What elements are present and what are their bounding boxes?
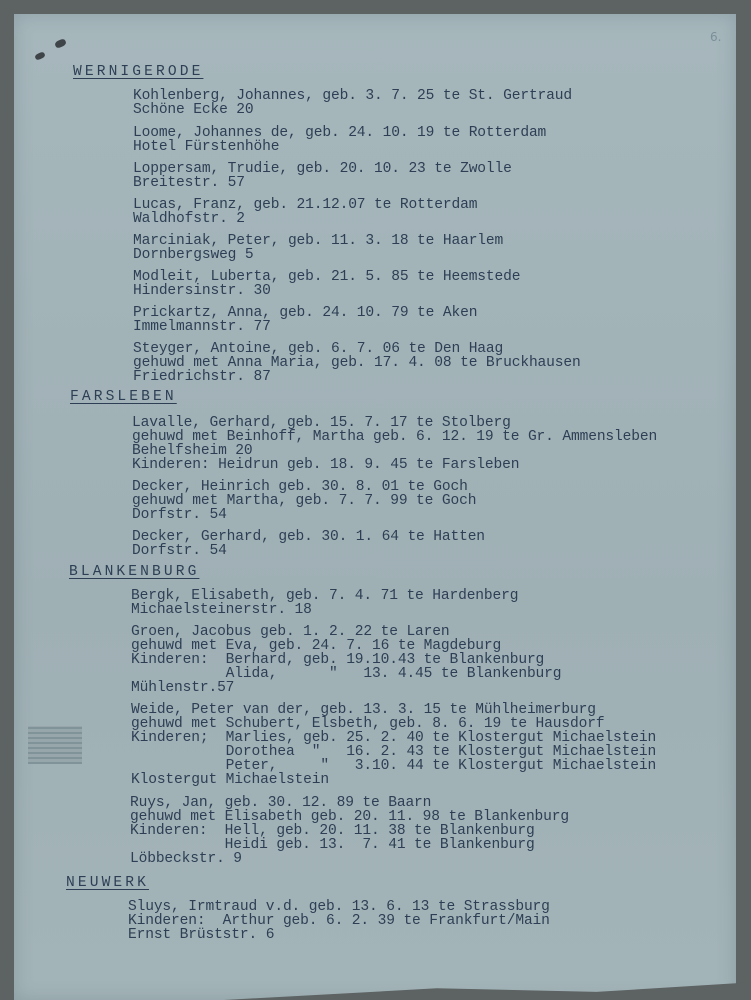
entry-line: Ruys, Jan, geb. 30. 12. 89 te Baarn xyxy=(130,795,432,811)
punch-hole xyxy=(54,38,67,49)
entry-line: Dorfstr. 54 xyxy=(132,543,227,559)
section-heading-neuwerk: NEUWERK xyxy=(66,875,150,891)
entry-line: Prickartz, Anna, geb. 24. 10. 79 te Aken xyxy=(133,305,478,321)
entry-line: gehuwd met Eva, geb. 24. 7. 16 te Magdeburg xyxy=(131,638,502,654)
entry-line: Heidi geb. 13. 7. 41 te Blankenburg xyxy=(130,837,535,853)
entry-line: gehuwd met Martha, geb. 7. 7. 99 te Goch xyxy=(132,493,477,509)
entry-line: Kinderen: Arthur geb. 6. 2. 39 te Frankfurt/Main xyxy=(128,913,550,929)
entry-line: Loome, Johannes de, geb. 24. 10. 19 te Rotterdam xyxy=(133,125,547,141)
entry-line: Weide, Peter van der, geb. 13. 3. 15 te Mühlheimerburg xyxy=(131,702,596,718)
entry-line: Hotel Fürstenhöhe xyxy=(133,139,280,155)
entry-line: Lavalle, Gerhard, geb. 15. 7. 17 te Stolberg xyxy=(132,415,511,431)
entry-line: Marciniak, Peter, geb. 11. 3. 18 te Haarlem xyxy=(133,233,504,249)
entry-line: Michaelsteinerstr. 18 xyxy=(131,602,312,618)
entry-line: gehuwd met Anna Maria, geb. 17. 4. 08 te Bruckhausen xyxy=(133,355,581,371)
entry-line: gehuwd met Elisabeth geb. 20. 11. 98 te Blankenburg xyxy=(130,809,569,825)
entry-line: Dorothea " 16. 2. 43 te Klostergut Michaelstein xyxy=(131,744,657,760)
section-heading-blankenburg: BLANKENBURG xyxy=(69,564,200,580)
entry-line: Kohlenberg, Johannes, geb. 3. 7. 25 te St. Gertraud xyxy=(133,88,572,104)
entry-line: Steyger, Antoine, geb. 6. 7. 06 te Den Haag xyxy=(133,341,504,357)
entry-line: Behelfsheim 20 xyxy=(132,443,253,459)
entry-line: Bergk, Elisabeth, geb. 7. 4. 71 te Hardenberg xyxy=(131,588,519,604)
entry-line: Immelmannstr. 77 xyxy=(133,319,271,335)
entry-line: Schöne Ecke 20 xyxy=(133,102,254,118)
page-number: 6. xyxy=(710,30,722,44)
entry-line: Groen, Jacobus geb. 1. 2. 22 te Laren xyxy=(131,624,450,640)
entry-line: Kinderen; Marlies, geb. 25. 2. 40 te Klostergut Michaelstein xyxy=(131,730,657,746)
entry-line: Kinderen: Berhard, geb. 19.10.43 te Blankenburg xyxy=(131,652,545,668)
entry-line: gehuwd met Beinhoff, Martha geb. 6. 12. 19 te Gr. Ammensleben xyxy=(132,429,658,445)
document-page xyxy=(14,14,736,1000)
entry-line: Mühlenstr.57 xyxy=(131,680,235,696)
entry-line: Friedrichstr. 87 xyxy=(133,369,271,385)
entry-line: Hindersinstr. 30 xyxy=(133,283,271,299)
entry-line: Löbbeckstr. 9 xyxy=(130,851,242,867)
section-heading-farsleben: FARSLEBEN xyxy=(70,389,177,405)
entry-line: Dornbergsweg 5 xyxy=(133,247,254,263)
entry-line: gehuwd met Schubert, Elsbeth, geb. 8. 6. 19 te Hausdorf xyxy=(131,716,605,732)
entry-line: Loppersam, Trudie, geb. 20. 10. 23 te Zwolle xyxy=(133,161,512,177)
archive-stamp xyxy=(28,726,82,764)
entry-line: Decker, Gerhard, geb. 30. 1. 64 te Hatten xyxy=(132,529,485,545)
entry-line: Lucas, Franz, geb. 21.12.07 te Rotterdam xyxy=(133,197,478,213)
entry-line: Decker, Heinrich geb. 30. 8. 01 te Goch xyxy=(132,479,468,495)
entry-line: Sluys, Irmtraud v.d. geb. 13. 6. 13 te Strassburg xyxy=(128,899,550,915)
punch-hole xyxy=(34,51,46,61)
section-heading-wernigerode: WERNIGERODE xyxy=(73,64,204,80)
entry-line: Alida, " 13. 4.45 te Blankenburg xyxy=(131,666,562,682)
entry-line: Peter, " 3.10. 44 te Klostergut Michaelstein xyxy=(131,758,657,774)
entry-line: Breitestr. 57 xyxy=(133,175,245,191)
entry-line: Klostergut Michaelstein xyxy=(131,772,329,788)
entry-line: Dorfstr. 54 xyxy=(132,507,227,523)
torn-edge xyxy=(224,982,751,1000)
entry-line: Kinderen: Heidrun geb. 18. 9. 45 te Farsleben xyxy=(132,457,520,473)
entry-line: Modleit, Luberta, geb. 21. 5. 85 te Heemstede xyxy=(133,269,521,285)
entry-line: Kinderen: Hell, geb. 20. 11. 38 te Blankenburg xyxy=(130,823,535,839)
entry-line: Ernst Brüststr. 6 xyxy=(128,927,275,943)
entry-line: Waldhofstr. 2 xyxy=(133,211,245,227)
